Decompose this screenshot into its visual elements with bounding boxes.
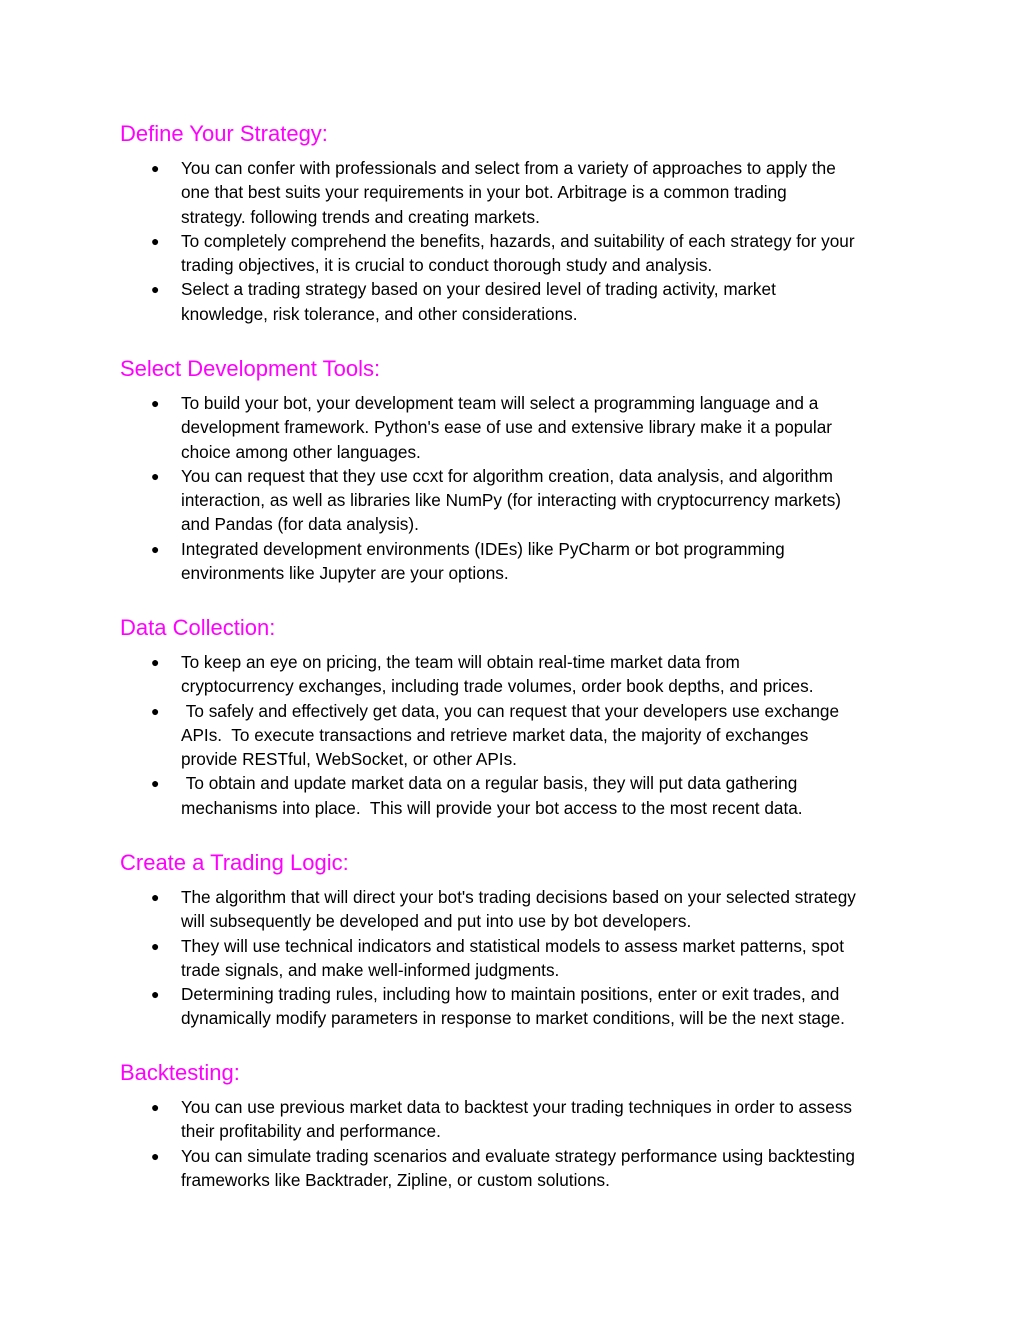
bullet-list [120,156,920,326]
list-item [120,934,920,983]
bullet-icon: ● [151,1147,160,1164]
list-item-text: Select a trading strategy based on your desired level of trading activity, market knowledge, risk tolerance, and other considerations. [181,279,776,324]
list-item [120,885,920,934]
bullet-icon: ● [151,467,160,484]
list-item-text: To build your bot, your development team will select a programming language and a development framework. Python's ease of use and extensive library make it a popular choice among other languages. [181,393,833,462]
list-item [120,650,920,699]
list-item [120,1144,920,1193]
section-heading: Select Development Tools: [120,356,381,381]
section-heading: Backtesting: [120,1060,240,1085]
list-item-text: To obtain and update market data on a regular basis, they will put data gathering mechanisms into place. This will provide your bot access to the most recent data. [181,773,803,818]
section-heading: Data Collection: [120,615,276,640]
bullet-icon: ● [151,281,160,298]
bullet-icon: ● [151,775,160,792]
section-heading: Create a Trading Logic: [120,850,349,875]
bullet-icon: ● [151,1099,160,1115]
list-item [120,537,920,586]
list-item-text: They will use technical indicators and statistical models to assess market patterns, spot trade signals, and make well-informed judgments. [181,935,844,980]
bullet-icon: ● [151,160,160,176]
section-heading: Define Your Strategy: [120,121,328,146]
list-item-text: You can simulate trading scenarios and evaluate strategy performance using backtesting frameworks like Backtrader, Zipline, or custom solutions. [181,1145,855,1190]
bullet-icon: ● [151,654,160,670]
bullet-icon: ● [151,986,160,1003]
list-item [120,229,920,278]
bullet-icon: ● [151,540,160,557]
section-create-a-trading-logic [120,850,920,1031]
list-item-text: You can use previous market data to backtest your trading techniques in order to assess their profitability and performance. [181,1097,853,1142]
list-item-text: To safely and effectively get data, you can request that your developers use exchange APIs. To execute transactions and retrieve market data, the majority of exchanges provide RESTful, WebSocket, or other APIs. [181,700,840,770]
list-item [120,156,920,229]
list-item-text: You can confer with professionals and select from a variety of approaches to apply the one that best suits your requirements in your bot. Arbitrage is a common trading strategy. following trends and creating markets. [181,158,836,227]
section-data-collection [120,615,920,820]
list-item [120,391,920,464]
bullet-icon: ● [151,937,160,954]
list-item [120,982,920,1031]
list-item-text: Determining trading rules, including how to maintain positions, enter or exit trades, and dynamically modify parameters in response to market conditions, will be the next stage. [181,984,845,1029]
list-item [120,464,920,537]
section-select-development-tools [120,356,920,585]
list-item-text: To completely comprehend the benefits, hazards, and suitability of each strategy for your trading objectives, it is crucial to conduct thorough study and analysis. [181,230,855,276]
list-item-text: To keep an eye on pricing, the team will obtain real-time market data from cryptocurrency exchanges, including trade volumes, order book depths, and prices. [181,652,814,697]
list-item [120,771,920,820]
bullet-list [120,650,920,820]
bullet-list [120,885,920,1031]
bullet-list [120,1095,920,1192]
list-item [120,1095,920,1144]
bullet-icon: ● [151,395,160,411]
bullet-icon: ● [151,889,160,905]
bullet-icon: ● [151,232,160,249]
list-item-text: Integrated development environments (IDEs) like PyCharm or bot programming environments like Jupyter are your options. [181,538,785,584]
bullet-icon: ● [151,702,160,719]
list-item-text: The algorithm that will direct your bot's trading decisions based on your selected strategy will subsequently be developed and put into use by bot developers. [181,887,856,932]
list-item [120,277,920,326]
bullet-list [120,391,920,585]
section-backtesting [120,1060,920,1192]
section-define-your-strategy [120,121,920,326]
list-item [120,699,920,772]
list-item-text: You can request that they use ccxt for algorithm creation, data analysis, and algorithm interaction, as well as libraries like NumPy (for interacting with cryptocurrency markets) and Pandas (for data analysis). [181,465,842,535]
